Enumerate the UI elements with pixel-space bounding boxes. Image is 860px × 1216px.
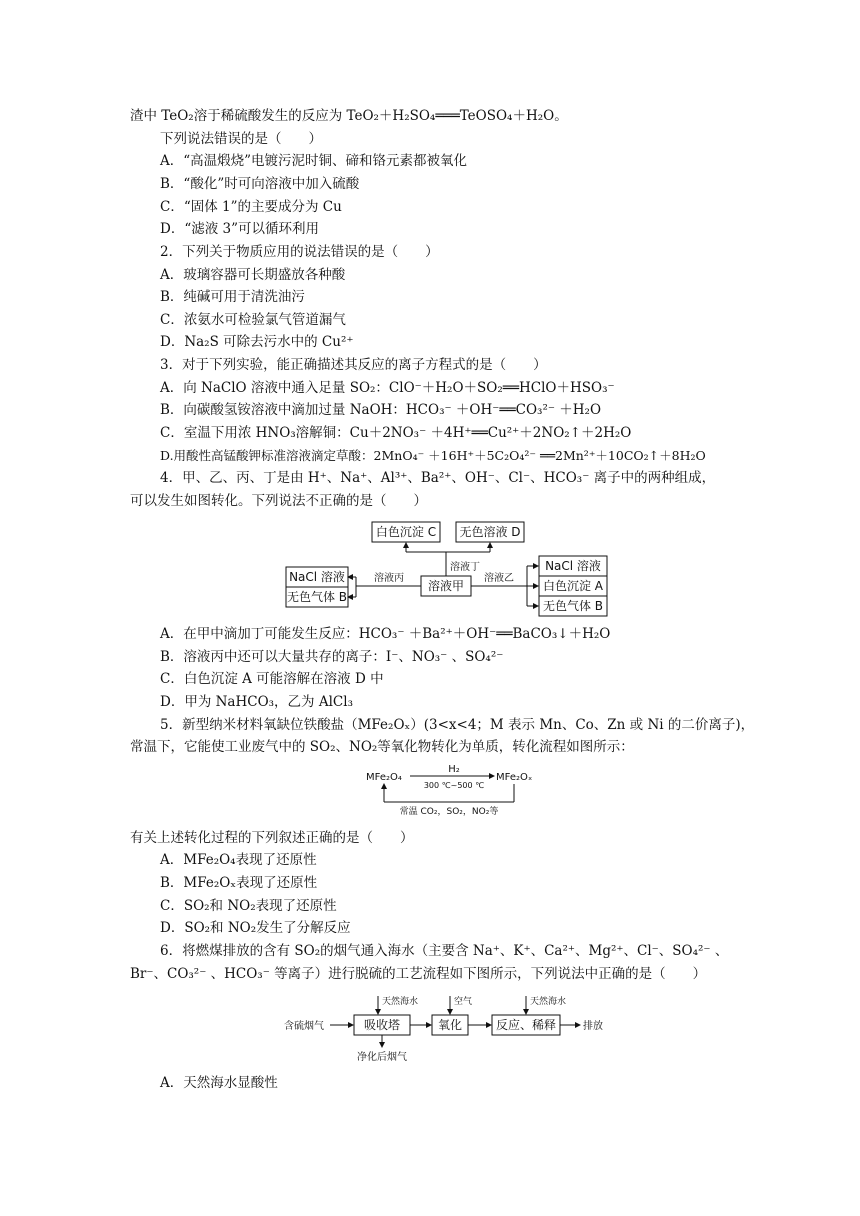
process-flow-diagram (282, 992, 622, 1064)
label-sol-ding: 溶液丁 (450, 562, 480, 573)
label-seawater-1: 天然海水 (382, 997, 419, 1007)
option-d: D．甲为 NaHCO₃，乙为 AlCl₃ (160, 694, 353, 710)
option-d: D．“滤液 3”可以循环利用 (160, 221, 320, 237)
option-b: B．向碳酸氢铵溶液中滴加过量 NaOH：HCO₃⁻ ＋OH⁻══CO₃²⁻ ＋H₂O (160, 402, 602, 418)
label-gas-b-right: 无色气体 B (542, 599, 604, 613)
question-3: 3．对于下列实验，能正确描述其反应的离子方程式的是（ ） (160, 357, 547, 373)
text-line: 常温下，它能使工业废气中的 SO₂、NO₂等氧化物转化为单质，转化流程如图所示： (130, 739, 634, 755)
text-line: 渣中 TeO₂溶于稀硫酸发生的反应为 TeO₂＋H₂SO₄═══TeOSO₄＋H₂O。 (130, 108, 568, 124)
option-c: C．室温下用浓 HNO₃溶解铜：Cu＋2NO₃⁻ ＋4H⁺══Cu²⁺＋2NO₂↑＋2H₂O (160, 425, 632, 441)
label-mfe2ox: MFe₂Oₓ (496, 772, 533, 783)
question-prompt: 下列说法错误的是（ ） (160, 131, 322, 147)
label-input-gas: 含硫烟气 (284, 1021, 324, 1032)
option-a: A．“高温煅烧”电镀污泥时铜、碲和铬元素都被氧化 (160, 153, 468, 169)
option-d: D．Na₂S 可除去污水中的 Cu²⁺ (160, 334, 354, 350)
option-c: C．白色沉淀 A 可能溶解在溶液 D 中 (160, 671, 384, 687)
question-5: 5．新型纳米材料氧缺位铁酸盐（MFe₂Oₓ）(3<x<4；M 表示 Mn、Co、Zn 或 Ni 的二价离子)， (160, 717, 755, 733)
option-a: A．MFe₂O₄表现了还原性 (160, 852, 317, 868)
option-a: A．向 NaClO 溶液中通入足量 SO₂：ClO⁻＋H₂O＋SO₂══HClO＋HSO₃⁻ (160, 380, 615, 396)
option-b: B．“酸化”时可向溶液中加入硫酸 (160, 176, 360, 192)
label-clean-gas: 净化后烟气 (357, 1052, 407, 1063)
label-bottom: 常温 CO₂，SO₂，NO₂等 (399, 807, 499, 817)
option-d: D.用酸性高锰酸钾标准溶液滴定草酸：2MnO₄⁻ ＋16H⁺＋5C₂O₄²⁻ ══2Mn²⁺＋10CO₂↑＋8H₂O (160, 448, 706, 463)
question-6: 6．将燃煤排放的含有 SO₂的烟气通入海水（主要含 Na⁺、K⁺、Ca²⁺、Mg²⁺、Cl⁻、SO₄²⁻ 、 (160, 943, 729, 959)
label-oxidize: 氧化 (437, 1018, 463, 1032)
label-sol-yi: 溶液乙 (484, 573, 514, 584)
label-mfe2o4: MFe₂O₄ (366, 772, 402, 783)
label-tower: 吸收塔 (363, 1018, 401, 1032)
label-discharge: 排放 (583, 1021, 603, 1032)
question-4: 4．甲、乙、丙、丁是由 H⁺、Na⁺、Al³⁺、Ba²⁺、OH⁻、Cl⁻、HCO₃⁻ 离子中的两种组成， (160, 470, 716, 486)
label-seawater-2: 天然海水 (530, 997, 567, 1007)
label-react: 反应、稀释 (495, 1018, 557, 1032)
label-nacl-left: NaCl 溶液 (289, 570, 345, 584)
label-sol-bing: 溶液丙 (374, 573, 404, 584)
option-a: A．天然海水显酸性 (160, 1075, 278, 1091)
option-b: B．溶液丙中还可以大量共存的离子：I⁻、NO₃⁻ 、SO₄²⁻ (160, 649, 504, 665)
label-gas-b-left: 无色气体 B (286, 590, 348, 604)
option-a: A．在甲中滴加丁可能发生反应：HCO₃⁻ ＋Ba²⁺＋OH⁻══BaCO₃↓＋H₂O (160, 626, 611, 642)
reaction-diagram-1 (284, 518, 614, 618)
question-2: 2．下列关于物质应用的说法错误的是（ ） (160, 244, 439, 260)
reaction-diagram-2 (364, 762, 544, 818)
label-white-ppt-c: 白色沉淀 C (375, 525, 437, 539)
label-colorless-d: 无色溶液 D (459, 525, 521, 539)
label-nacl-right: NaCl 溶液 (545, 559, 601, 573)
option-d: D．SO₂和 NO₂发生了分解反应 (160, 920, 351, 936)
option-c: C．浓氨水可检验氯气管道漏气 (160, 312, 346, 328)
option-a: A．玻璃容器可长期盛放各种酸 (160, 267, 346, 283)
label-sol-jia: 溶液甲 (427, 579, 465, 593)
text-line: Br⁻、CO₃²⁻ 、HCO₃⁻ 等离子）进行脱硫的工艺流程如下图所示，下列说法中正确的是（ ） (130, 966, 707, 982)
text-line: 可以发生如图转化。下列说法不正确的是（ ） (130, 493, 427, 509)
label-temp: 300 ℃~500 ℃ (423, 781, 485, 790)
question-prompt: 有关上述转化过程的下列叙述正确的是（ ） (130, 830, 414, 846)
label-air: 空气 (454, 997, 473, 1007)
label-h2: H₂ (448, 764, 460, 775)
option-c: C．SO₂和 NO₂表现了还原性 (160, 898, 337, 914)
option-b: B．纯碱可用于清洗油污 (160, 289, 305, 305)
label-white-ppt-a: 白色沉淀 A (542, 579, 604, 593)
option-b: B．MFe₂Oₓ表现了还原性 (160, 875, 318, 891)
option-c: C．“固体 1”的主要成分为 Cu (160, 199, 342, 215)
